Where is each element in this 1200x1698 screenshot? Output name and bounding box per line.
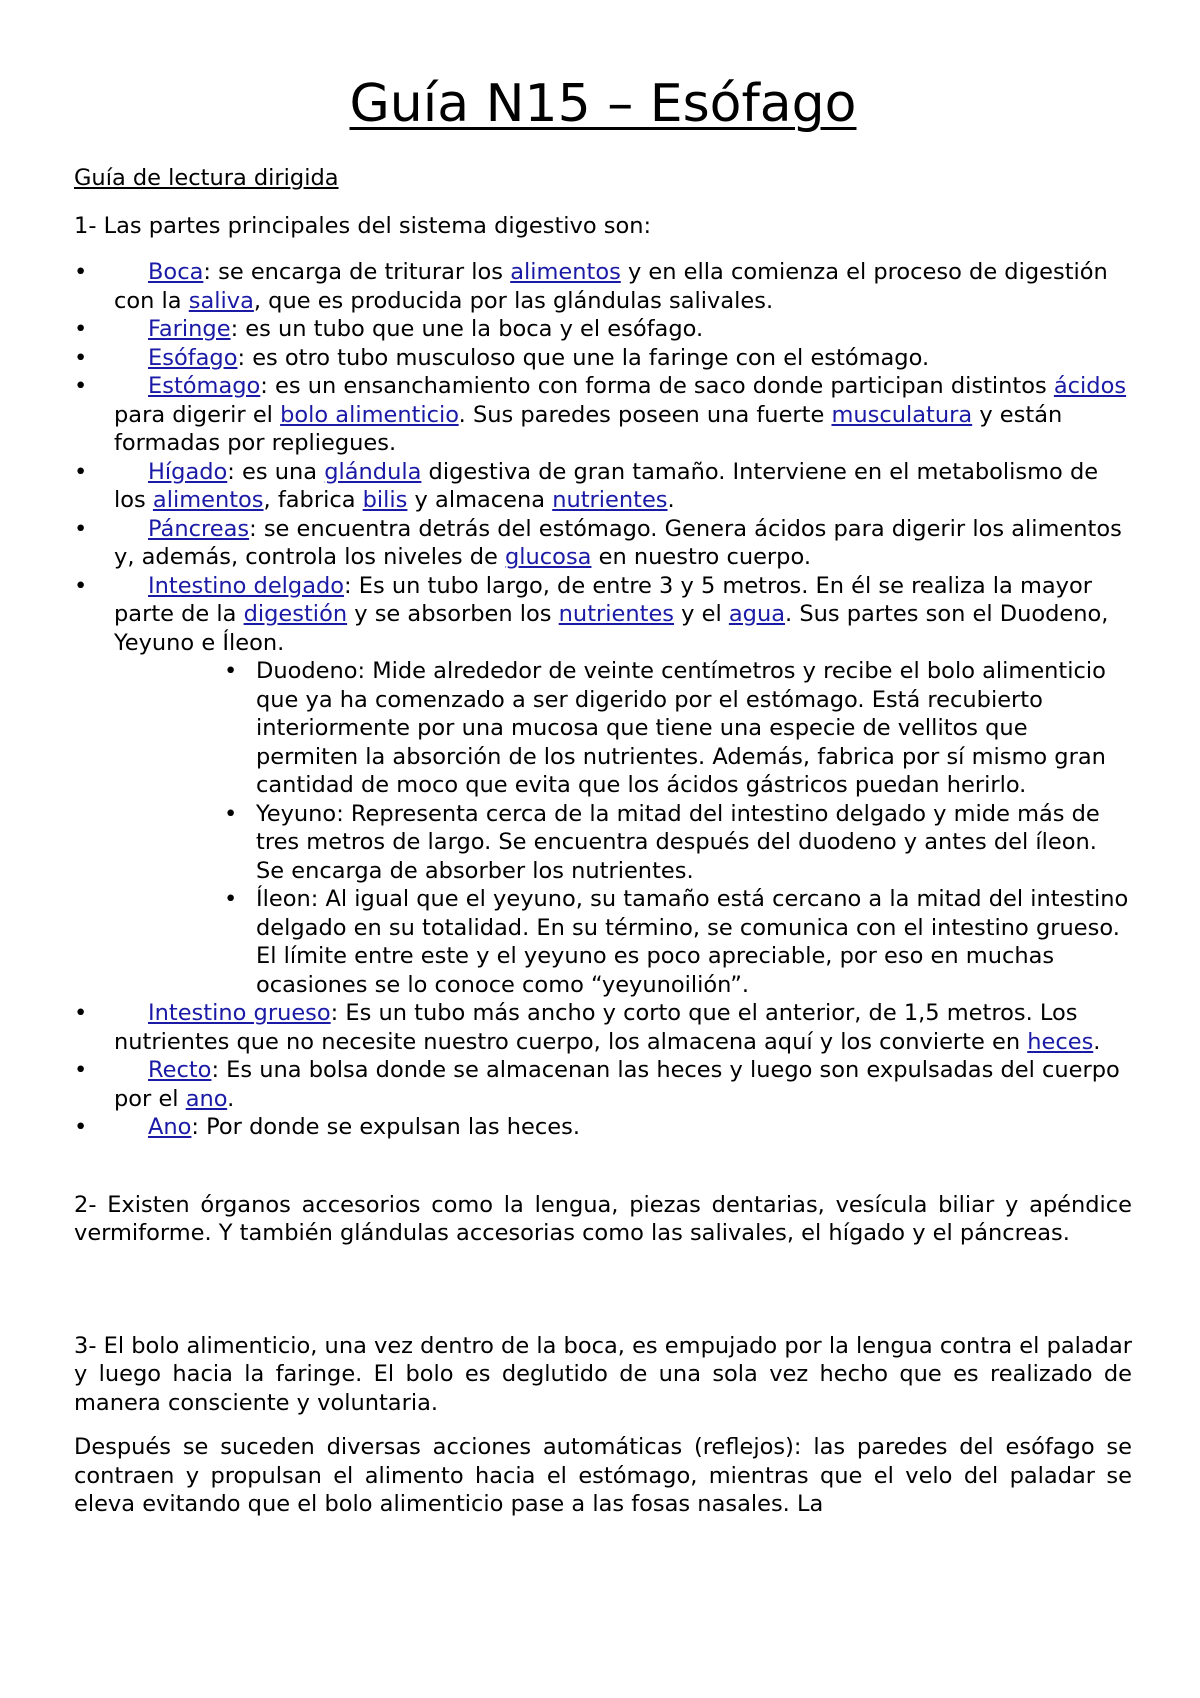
bullet-icon: •: [224, 800, 238, 827]
text: : Es un tubo más ancho y corto que el anterior, de 1,5 metros. Los nutrientes que no necesite nuestro cuerpo, los almacena aquí y los convierte en: [114, 1000, 1078, 1055]
link-acidos[interactable]: ácidos: [1053, 373, 1127, 399]
text: : Es una bolsa donde se almacenan las heces y luego son expulsadas del cuerpo por el: [114, 1057, 1120, 1112]
subpart-duodeno: [224, 657, 1132, 800]
page-title: Guía N15 – Esófago: [349, 74, 857, 134]
list-item-intestino-delgado: [74, 572, 1132, 1000]
link-heces[interactable]: heces: [1027, 1028, 1094, 1055]
text: para digerir el: [114, 401, 281, 428]
list-item-faringe: [74, 315, 1132, 344]
link-digestion[interactable]: digestión: [243, 601, 348, 627]
intestine-subparts-list: [114, 657, 1132, 999]
link-agua[interactable]: agua: [728, 601, 786, 627]
link-ano[interactable]: ano: [185, 1085, 228, 1112]
bullet-icon: •: [74, 316, 88, 342]
text: : Es un tubo largo, de entre 3 y 5 metros. En él se realiza la mayor parte de la: [114, 572, 1093, 627]
bullet-icon: •: [74, 458, 88, 485]
list-item-recto: [74, 1056, 1132, 1113]
text: digestiva de gran tamaño. Interviene en el metabolismo de los: [114, 458, 1099, 513]
text: , que es producida por las glándulas salivales.: [253, 287, 774, 314]
bullet-icon: •: [74, 259, 88, 285]
text: . Sus paredes poseen una fuerte: [458, 401, 832, 428]
list-item-ano: [74, 1113, 1132, 1142]
link-nutrientes[interactable]: nutrientes: [552, 487, 668, 513]
bullet-icon: •: [74, 1114, 88, 1140]
text: Íleon: Al igual que el yeyuno, su tamaño está cercano a la mitad del intestino delgado en su totalidad. En su término, se comunica con el intestino grueso. El límite entre este y el yeyuno es poco apreciable, por eso en muchas ocasiones se lo conoce como “yeyunoilión”.: [256, 886, 1129, 998]
link-nutrientes[interactable]: nutrientes: [558, 601, 675, 627]
text: y en ella comienza el proceso de digestión con la: [114, 259, 1108, 314]
text: : es una: [227, 458, 325, 485]
digestive-parts-list: [74, 258, 1132, 1142]
link-glucosa[interactable]: glucosa: [505, 544, 592, 570]
text: y están formadas por repliegues.: [114, 401, 1063, 456]
link-estomago[interactable]: Estómago: [148, 373, 261, 399]
link-bilis[interactable]: bilis: [362, 487, 408, 513]
bullet-icon: •: [74, 1057, 88, 1083]
link-pancreas[interactable]: Páncreas: [148, 515, 250, 542]
subpart-ileon: [224, 885, 1132, 999]
link-musculatura[interactable]: musculatura: [831, 401, 973, 428]
text: : es un ensanchamiento con forma de saco donde participan distintos: [260, 373, 1054, 399]
text: en nuestro cuerpo.: [591, 544, 811, 570]
text: y se absorben los: [347, 601, 559, 627]
text: : es un tubo que une la boca y el esófago.: [230, 316, 704, 342]
bullet-icon: •: [74, 572, 88, 599]
link-alimentos[interactable]: alimentos: [510, 259, 621, 285]
link-esofago[interactable]: Esófago: [148, 344, 238, 371]
link-recto[interactable]: Recto: [148, 1057, 212, 1083]
text: : es otro tubo musculoso que une la faringe con el estómago.: [237, 344, 930, 371]
list-item-pancreas: [74, 515, 1132, 572]
bullet-icon: •: [74, 1000, 88, 1026]
text: , fabrica: [263, 487, 363, 513]
list-item-boca: [74, 258, 1132, 315]
bullet-icon: •: [74, 515, 88, 542]
list-item-estomago: [74, 372, 1132, 458]
text: y el: [674, 601, 729, 627]
link-glandula[interactable]: glándula: [324, 458, 422, 485]
text: .: [1093, 1028, 1101, 1055]
question-2-paragraph: 2- Existen órganos accesorios como la lengua, piezas dentarias, vesícula biliar y apéndice vermiforme. Y también glándulas accesorias como las salivales, el hígado y el páncreas.: [74, 1191, 1132, 1246]
list-item-higado: [74, 458, 1132, 515]
list-item-intestino-grueso: [74, 999, 1132, 1056]
question-3-continuation: Después se suceden diversas acciones automáticas (reflejos): las paredes del esófago se contraen y propulsan el alimento hacia el estómago, mientras que el velo del paladar se eleva evitando que el bolo alimenticio pase a las fosas nasales. La: [74, 1434, 1132, 1517]
link-bolo-alimenticio[interactable]: bolo alimenticio: [280, 401, 459, 428]
text: . Sus partes son el Duodeno, Yeyuno e Íleon.: [114, 601, 1109, 656]
link-saliva[interactable]: saliva: [188, 287, 254, 314]
link-faringe[interactable]: Faringe: [148, 316, 231, 342]
bullet-icon: •: [74, 373, 88, 399]
bullet-icon: •: [224, 658, 238, 684]
link-intestino-grueso[interactable]: Intestino grueso: [148, 1000, 331, 1026]
text: Duodeno: Mide alrededor de veinte centímetros y recibe el bolo alimenticio que ya ha comenzado a ser digerido por el estómago. Está recubierto interiormente por una mucosa que tiene una especie de vellitos que permiten la absorción de los nutrientes. Además, fabrica por sí mismo gran cantidad de moco que evita que los ácidos gástricos puedan herirlo.: [256, 658, 1106, 798]
question-1-intro: 1- Las partes principales del sistema digestivo son:: [74, 212, 652, 239]
question-3-paragraph: 3- El bolo alimenticio, una vez dentro de la boca, es empujado por la lengua contra el paladar y luego hacia la faringe. El bolo es deglutido de una sola vez hecho que es realizado de manera consciente y voluntaria.: [74, 1332, 1132, 1416]
text: .: [667, 487, 675, 513]
text: : se encarga de triturar los: [203, 259, 511, 285]
link-ano-term[interactable]: Ano: [148, 1114, 192, 1140]
document-subtitle: Guía de lectura dirigida: [74, 165, 339, 191]
link-higado[interactable]: Hígado: [148, 458, 228, 485]
subpart-yeyuno: [224, 800, 1132, 886]
link-boca[interactable]: Boca: [148, 259, 204, 285]
text: y almacena: [407, 487, 553, 513]
text: .: [227, 1085, 235, 1112]
text: Yeyuno: Representa cerca de la mitad del intestino delgado y mide más de tres metros de largo. Se encuentra después del duodeno y antes del íleon. Se encarga de absorber los nutrientes.: [256, 800, 1100, 884]
bullet-icon: •: [224, 886, 238, 912]
text: : Por donde se expulsan las heces.: [191, 1114, 580, 1140]
text: : se encuentra detrás del estómago. Genera ácidos para digerir los alimentos y, además, controla los niveles de: [114, 515, 1122, 570]
link-alimentos[interactable]: alimentos: [152, 487, 264, 513]
list-item-esofago: [74, 344, 1132, 373]
bullet-icon: •: [74, 344, 88, 371]
link-intestino-delgado[interactable]: Intestino delgado: [148, 572, 345, 599]
